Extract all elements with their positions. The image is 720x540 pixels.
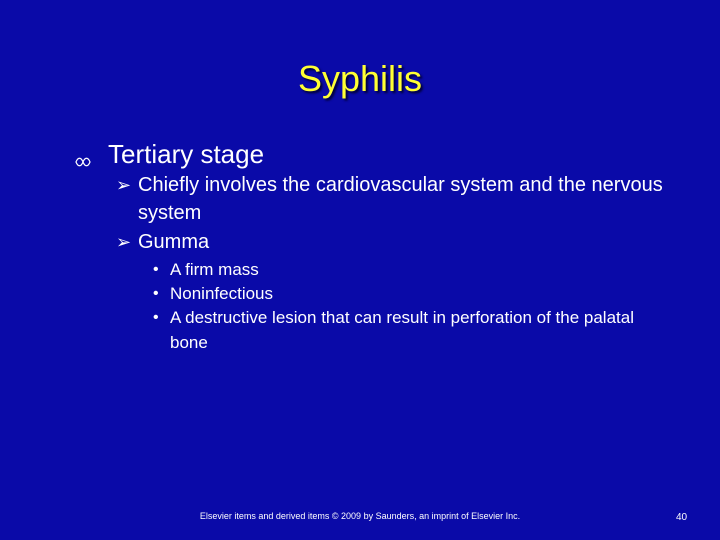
dot-marker-icon: • [153, 285, 159, 302]
level1-text: Tertiary stage [108, 139, 265, 169]
level2-text: Gumma [138, 231, 210, 253]
copyright-footer: Elsevier items and derived items © 2009 by Saunders, an imprint of Elsevier Inc. [199, 511, 521, 521]
level3-text: A firm mass [170, 260, 259, 279]
level3-text: A destructive lesion that can result in perforation of the palatal bone [170, 308, 634, 352]
arrow-marker-icon: ➢ [116, 232, 132, 252]
dot-marker-icon: • [153, 261, 159, 278]
bullet-icon [75, 155, 91, 171]
arrow-marker-icon: ➢ [116, 175, 132, 195]
level2-text: Chiefly involves the cardiovascular system and the nervous system [138, 174, 663, 224]
slide-title: Syphilis [297, 58, 423, 99]
dot-marker-icon: • [153, 309, 159, 326]
level3-text: Noninfectious [170, 284, 274, 303]
page-number: 40 [676, 512, 688, 523]
